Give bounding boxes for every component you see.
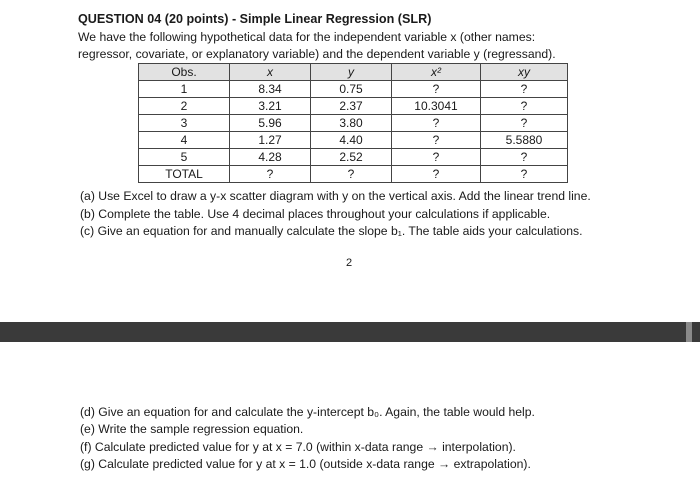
table-row bbox=[139, 115, 568, 132]
part-e: (e) Write the sample regression equation. bbox=[80, 422, 304, 437]
cell-y: 4.40 bbox=[311, 132, 392, 149]
cell-x-squared: 10.3041 bbox=[392, 98, 481, 115]
cell-x-squared: ? bbox=[392, 149, 481, 166]
header-obs: Obs. bbox=[139, 64, 230, 81]
cell-obs: 3 bbox=[139, 115, 230, 132]
data-table bbox=[138, 63, 568, 183]
intro-line-2: regressor, covariate, or explanatory variable) and the dependent variable y (regressand). bbox=[78, 47, 556, 61]
question-title: QUESTION 04 (20 points) - Simple Linear Regression (SLR) bbox=[78, 12, 432, 26]
cell-y: 0.75 bbox=[311, 81, 392, 98]
cell-total-x-squared: ? bbox=[392, 166, 481, 183]
cell-total-label: TOTAL bbox=[139, 166, 230, 183]
cell-xy: ? bbox=[481, 81, 568, 98]
header-x: x bbox=[230, 64, 311, 81]
cell-x-squared: ? bbox=[392, 81, 481, 98]
question-parts-a-c bbox=[80, 188, 591, 241]
table-row bbox=[139, 98, 568, 115]
cell-y: 2.37 bbox=[311, 98, 392, 115]
table-row bbox=[139, 149, 568, 166]
cell-obs: 5 bbox=[139, 149, 230, 166]
part-b: (b) Complete the table. Use 4 decimal places throughout your calculations if applicable. bbox=[80, 206, 551, 221]
header-xy: xy bbox=[481, 64, 568, 81]
table-row bbox=[139, 81, 568, 98]
cell-x-squared: ? bbox=[392, 115, 481, 132]
part-d: (d) Give an equation for and calculate the y-intercept b₀. Again, the table would help. bbox=[80, 405, 535, 419]
cell-xy: ? bbox=[481, 115, 568, 132]
table-row bbox=[139, 132, 568, 149]
part-c: (c) Give an equation for and manually calculate the slope b₁. The table aids your calculations. bbox=[80, 224, 583, 238]
part-f: (f) Calculate predicted value for y at x = 7.0 (within x-data range → interpolation). bbox=[80, 439, 516, 454]
page-number: 2 bbox=[346, 257, 353, 269]
intro-line-1: We have the following hypothetical data for the independent variable x (other names: bbox=[78, 30, 536, 44]
cell-x: 8.34 bbox=[230, 81, 311, 98]
header-x-squared: x² bbox=[392, 64, 481, 81]
cell-total-xy: ? bbox=[481, 166, 568, 183]
cell-obs: 4 bbox=[139, 132, 230, 149]
cell-x: 1.27 bbox=[230, 132, 311, 149]
question-parts-d-g bbox=[80, 404, 535, 473]
cell-xy: ? bbox=[481, 149, 568, 166]
table-header-row bbox=[139, 64, 568, 81]
question-intro bbox=[78, 29, 556, 63]
part-a: (a) Use Excel to draw a y-x scatter diagram with y on the vertical axis. Add the linear trend line. bbox=[80, 189, 591, 203]
cell-y: 3.80 bbox=[311, 115, 392, 132]
cell-total-x: ? bbox=[230, 166, 311, 183]
page-divider-scroll-handle[interactable] bbox=[686, 322, 692, 342]
cell-x: 4.28 bbox=[230, 149, 311, 166]
cell-xy: ? bbox=[481, 98, 568, 115]
cell-x: 3.21 bbox=[230, 98, 311, 115]
table-total-row bbox=[139, 166, 568, 183]
part-g: (g) Calculate predicted value for y at x = 1.0 (outside x-data range → extrapolation). bbox=[80, 456, 531, 471]
cell-x-squared: ? bbox=[392, 132, 481, 149]
cell-obs: 2 bbox=[139, 98, 230, 115]
page-divider-bar bbox=[0, 322, 700, 342]
cell-x: 5.96 bbox=[230, 115, 311, 132]
header-y: y bbox=[311, 64, 392, 81]
cell-xy: 5.5880 bbox=[481, 132, 568, 149]
cell-y: 2.52 bbox=[311, 149, 392, 166]
cell-total-y: ? bbox=[311, 166, 392, 183]
cell-obs: 1 bbox=[139, 81, 230, 98]
